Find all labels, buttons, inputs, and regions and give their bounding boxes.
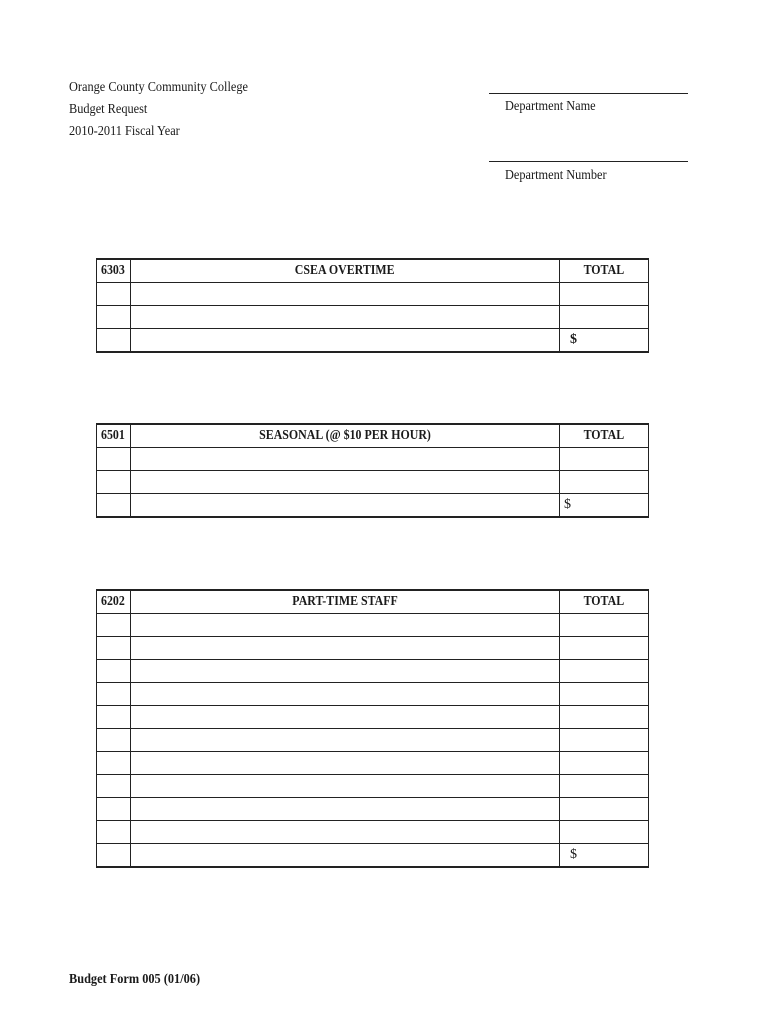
table-row[interactable] (97, 683, 649, 706)
code-cell[interactable] (97, 614, 131, 637)
code-cell[interactable] (97, 706, 131, 729)
department-number-label: Department Number (505, 168, 607, 183)
table-row[interactable] (97, 614, 649, 637)
total-header: TOTAL (560, 424, 649, 448)
description-cell[interactable] (131, 821, 560, 844)
amount-cell[interactable] (560, 752, 649, 775)
table-row[interactable] (97, 729, 649, 752)
college-name: Orange County Community College (69, 80, 248, 95)
table-header-row (97, 424, 649, 448)
description-cell[interactable] (131, 614, 560, 637)
table-row[interactable] (97, 448, 649, 471)
description-cell[interactable] (131, 683, 560, 706)
code-cell[interactable] (97, 775, 131, 798)
description-cell[interactable] (131, 798, 560, 821)
code-cell[interactable] (97, 448, 131, 471)
amount-cell[interactable] (560, 448, 649, 471)
amount-cell[interactable] (560, 614, 649, 637)
table-row[interactable] (97, 775, 649, 798)
code-cell[interactable] (97, 683, 131, 706)
table-row[interactable] (97, 752, 649, 775)
total-row[interactable] (97, 844, 649, 868)
code-cell[interactable] (97, 660, 131, 683)
fiscal-year: 2010-2011 Fiscal Year (69, 124, 180, 139)
amount-cell[interactable] (560, 471, 649, 494)
seasonal-table (96, 423, 649, 518)
dollar-sign: $ (564, 497, 571, 512)
description-cell[interactable] (131, 637, 560, 660)
department-name-label: Department Name (505, 99, 596, 114)
description-cell[interactable] (131, 706, 560, 729)
description-cell[interactable] (131, 660, 560, 683)
form-title: Budget Request (69, 102, 148, 117)
description-cell[interactable] (131, 283, 560, 306)
amount-cell[interactable] (560, 306, 649, 329)
description-cell[interactable] (131, 448, 560, 471)
table-row[interactable] (97, 306, 649, 329)
code-cell[interactable] (97, 798, 131, 821)
table-row[interactable] (97, 798, 649, 821)
total-row[interactable] (97, 329, 649, 353)
description-cell[interactable] (131, 752, 560, 775)
total-header: TOTAL (560, 259, 649, 283)
amount-cell[interactable] (560, 798, 649, 821)
account-code: 6501 (97, 424, 131, 448)
table-header-row (97, 590, 649, 614)
code-cell[interactable] (97, 821, 131, 844)
code-cell[interactable] (97, 844, 131, 868)
description-cell[interactable] (131, 494, 560, 518)
total-row[interactable] (97, 494, 649, 518)
description-cell[interactable] (131, 306, 560, 329)
code-cell[interactable] (97, 752, 131, 775)
total-header: TOTAL (560, 590, 649, 614)
code-cell[interactable] (97, 637, 131, 660)
description-cell[interactable] (131, 329, 560, 353)
code-cell[interactable] (97, 494, 131, 518)
table-title: CSEA OVERTIME (131, 259, 560, 283)
amount-cell[interactable] (560, 683, 649, 706)
code-cell[interactable] (97, 471, 131, 494)
table-row[interactable] (97, 660, 649, 683)
total-amount-cell[interactable] (560, 844, 649, 868)
code-cell[interactable] (97, 306, 131, 329)
department-number-line[interactable] (489, 161, 688, 162)
table-title: SEASONAL (@ $10 PER HOUR) (131, 424, 560, 448)
account-code: 6202 (97, 590, 131, 614)
code-cell[interactable] (97, 329, 131, 353)
table-row[interactable] (97, 283, 649, 306)
amount-cell[interactable] (560, 821, 649, 844)
amount-cell[interactable] (560, 706, 649, 729)
code-cell[interactable] (97, 283, 131, 306)
amount-cell[interactable] (560, 775, 649, 798)
department-name-line[interactable] (489, 93, 688, 94)
description-cell[interactable] (131, 775, 560, 798)
dollar-sign: $ (570, 332, 577, 347)
table-row[interactable] (97, 471, 649, 494)
amount-cell[interactable] (560, 729, 649, 752)
csea-overtime-table (96, 258, 649, 353)
form-header (69, 77, 248, 143)
table-row[interactable] (97, 637, 649, 660)
total-amount-cell[interactable] (560, 494, 649, 518)
table-title: PART-TIME STAFF (131, 590, 560, 614)
total-amount-cell[interactable] (560, 329, 649, 353)
account-code: 6303 (97, 259, 131, 283)
amount-cell[interactable] (560, 637, 649, 660)
amount-cell[interactable] (560, 660, 649, 683)
description-cell[interactable] (131, 844, 560, 868)
description-cell[interactable] (131, 471, 560, 494)
table-header-row (97, 259, 649, 283)
dollar-sign: $ (570, 847, 577, 862)
code-cell[interactable] (97, 729, 131, 752)
part-time-staff-table (96, 589, 649, 868)
amount-cell[interactable] (560, 283, 649, 306)
form-id: Budget Form 005 (01/06) (69, 972, 201, 987)
table-row[interactable] (97, 706, 649, 729)
description-cell[interactable] (131, 729, 560, 752)
table-row[interactable] (97, 821, 649, 844)
